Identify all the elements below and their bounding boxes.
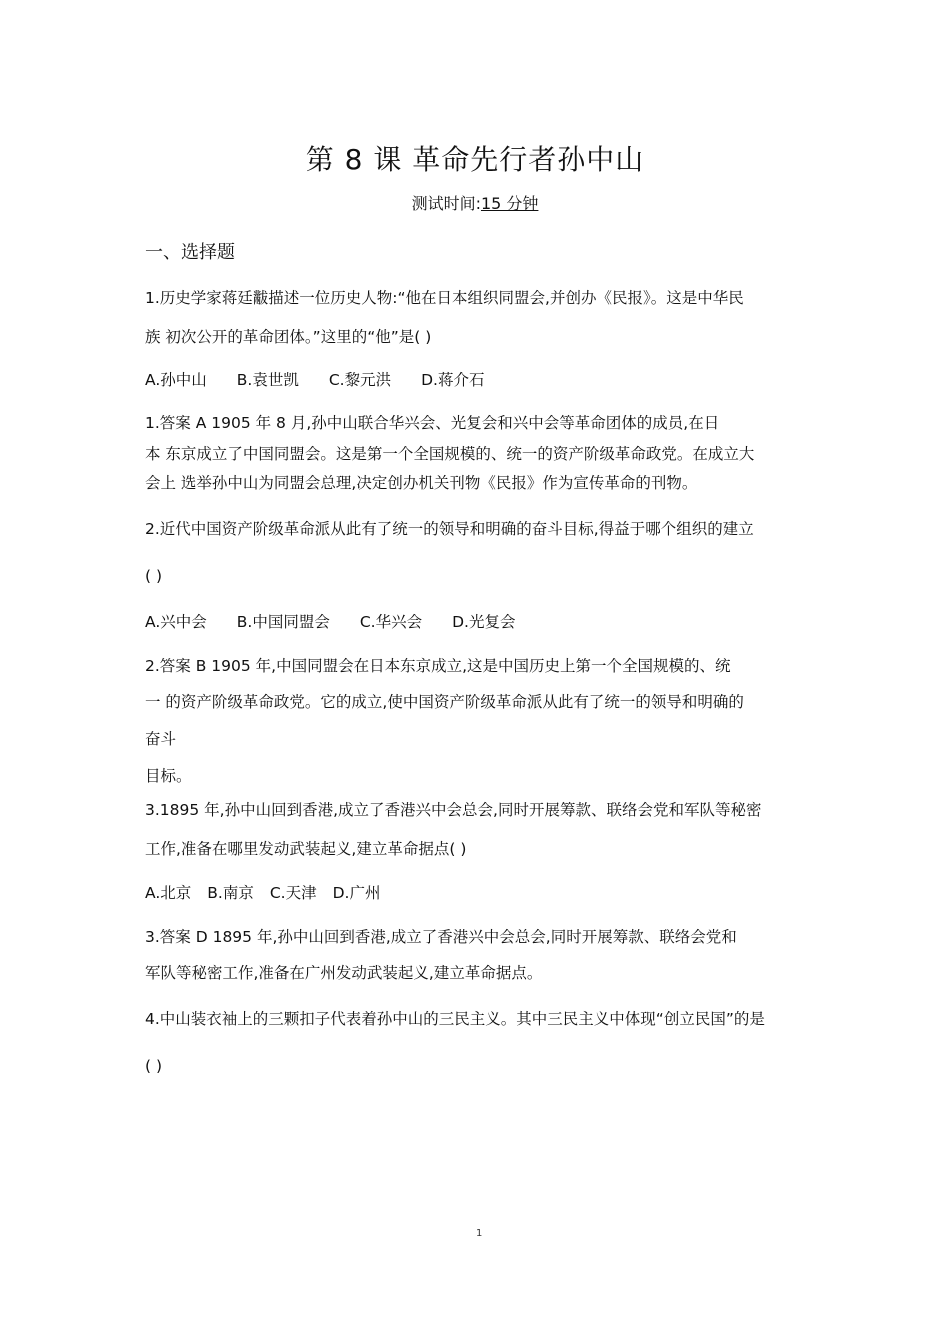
section-heading: 一、选择题 bbox=[145, 242, 235, 263]
test-time bbox=[0, 191, 950, 214]
q2-option-d: D.光复会 bbox=[452, 613, 516, 631]
q2-answer-line2: 一 的资产阶级革命政党。它的成立,使中国资产阶级革命派从此有了统一的领导和明确的 bbox=[145, 693, 744, 711]
q1-option-d: D.蒋介石 bbox=[421, 371, 485, 389]
q1-answer-line3: 会上 选举孙中山为同盟会总理,决定创办机关刊物《民报》作为宣传革命的刊物。 bbox=[145, 474, 698, 492]
page-title: 第 8 课 革命先行者孙中山 bbox=[305, 143, 645, 176]
q2-options bbox=[145, 610, 545, 632]
q2-option-b: B.中国同盟会 bbox=[236, 613, 330, 631]
q4-text-line1: 4.中山装衣袖上的三颗扣子代表着孙中山的三民主义。其中三民主义中体现“创立民国”的是 bbox=[145, 1010, 765, 1028]
q1-options bbox=[145, 368, 514, 390]
q1-option-c: C.黎元洪 bbox=[328, 371, 392, 389]
q3-option-b: B.南京 bbox=[207, 884, 254, 902]
q2-option-c: C.华兴会 bbox=[359, 613, 423, 631]
q1-option-a: A.孙中山 bbox=[145, 371, 207, 389]
q2-text-line1: 2.近代中国资产阶级革命派从此有了统一的领导和明确的奋斗目标,得益于哪个组织的建立 bbox=[145, 520, 754, 538]
q2-option-a: A.兴中会 bbox=[145, 613, 207, 631]
q4-text-line2: ( ) bbox=[145, 1057, 163, 1075]
q2-text-line2: ( ) bbox=[145, 567, 163, 585]
q3-text-line2: 工作,准备在哪里发动武装起义,建立革命据点( ) bbox=[145, 840, 467, 858]
q2-answer-line1: 2.答案 B 1905 年,中国同盟会在日本东京成立,这是中国历史上第一个全国规模的、统 bbox=[145, 657, 731, 675]
q1-text-line2: 族 初次公开的革命团体。”这里的“他”是( ) bbox=[145, 328, 432, 346]
test-time-value: 15 分钟 bbox=[480, 194, 539, 213]
q2-answer-line4: 目标。 bbox=[145, 767, 192, 785]
q3-option-a: A.北京 bbox=[145, 884, 192, 902]
q3-option-c: C.天津 bbox=[269, 884, 317, 902]
q3-option-d: D.广州 bbox=[332, 884, 381, 902]
q1-text-line1: 1.历史学家蒋廷黻描述一位历史人物:“他在日本组织同盟会,并创办《民报》。这是中华民 bbox=[145, 289, 744, 307]
q3-answer-line2: 军队等秘密工作,准备在广州发动武装起义,建立革命据点。 bbox=[145, 964, 543, 982]
q3-text-line1: 3.1895 年,孙中山回到香港,成立了香港兴中会总会,同时开展筹款、联络会党和军队等秘密 bbox=[145, 801, 762, 819]
test-time-label: 测试时间: bbox=[411, 194, 481, 213]
page-number: 1 bbox=[476, 1228, 483, 1239]
q3-options bbox=[145, 881, 410, 903]
q1-answer-line2: 本 东京成立了中国同盟会。这是第一个全国规模的、统一的资产阶级革命政党。在成立大 bbox=[145, 445, 755, 463]
q3-answer-line1: 3.答案 D 1895 年,孙中山回到香港,成立了香港兴中会总会,同时开展筹款、联络会党和 bbox=[145, 928, 737, 946]
q1-option-b: B.袁世凯 bbox=[236, 371, 299, 389]
q1-answer-line1: 1.答案 A 1905 年 8 月,孙中山联合华兴会、光复会和兴中会等革命团体的成员,在日 bbox=[145, 414, 720, 432]
q2-answer-line3: 奋斗 bbox=[145, 730, 177, 748]
